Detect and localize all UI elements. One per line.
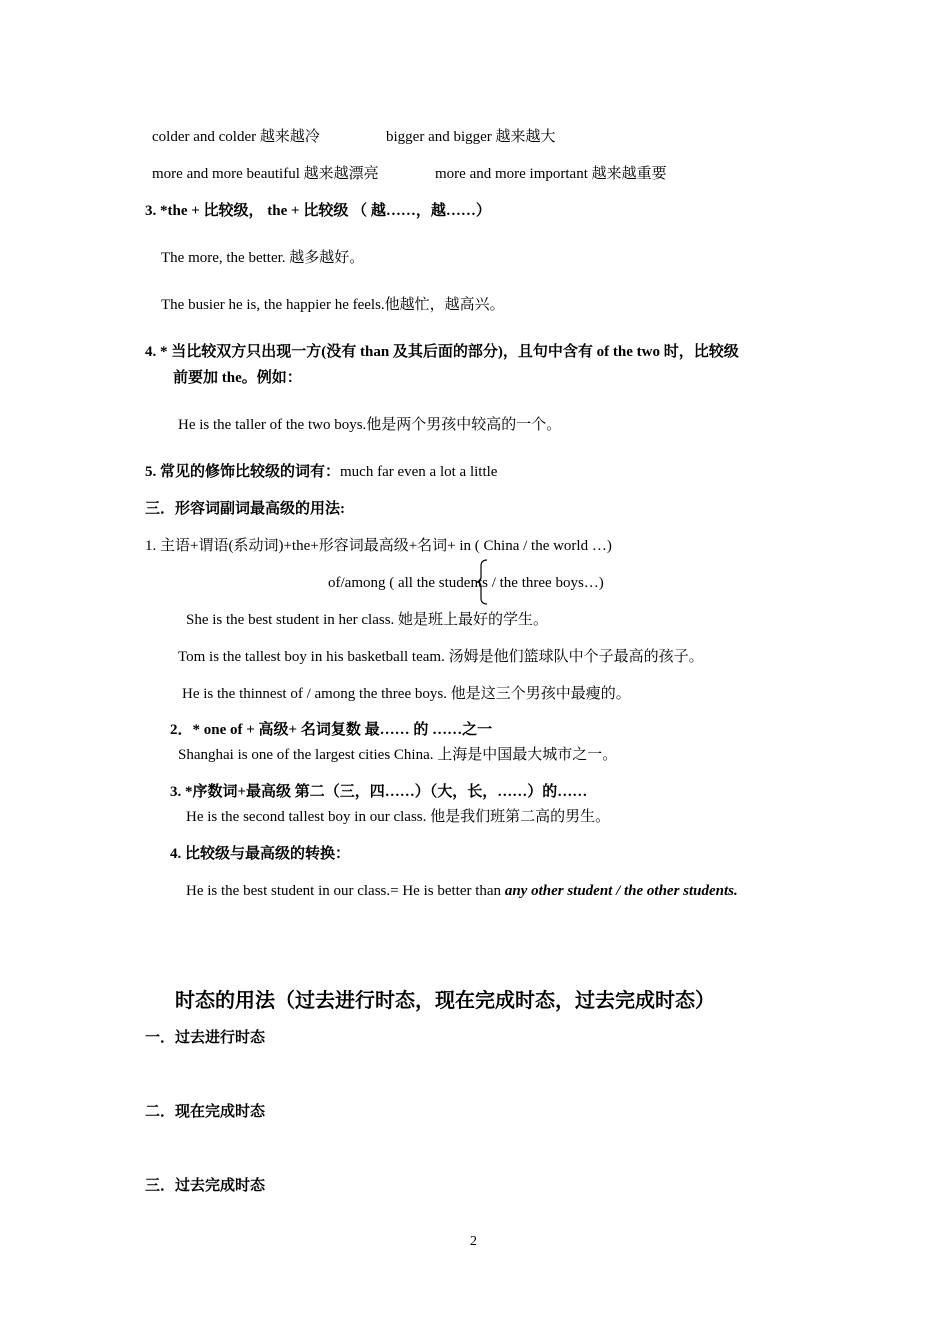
example-more-better: The more, the better. 越多越好。 bbox=[161, 250, 365, 266]
example-second-tallest: He is the second tallest boy in our class. 他是我们班第二高的男生。 bbox=[186, 809, 611, 825]
curly-brace-icon bbox=[474, 558, 490, 606]
rule-3-heading: 3. *the + 比较级， the + 比较级 （ 越……，越……） bbox=[145, 203, 491, 219]
example-thinnest: He is the thinnest of / among the three boys. 他是这三个男孩中最瘦的。 bbox=[182, 686, 631, 702]
superlative-rule-2: 2．* one of + 高级+ 名词复数 最…… 的 ……之一 bbox=[170, 722, 493, 738]
rule-4-heading-line1: 4. * 当比较双方只出现一方(没有 than 及其后面的部分)，且句中含有 of the two 时，比较级 bbox=[145, 344, 739, 360]
tense-usage-title: 时态的用法（过去进行时态，现在完成时态，过去完成时态） bbox=[175, 990, 715, 1012]
example-tallest-boy: Tom is the tallest boy in his basketball team. 汤姆是他们篮球队中个子最高的孩子。 bbox=[178, 649, 704, 665]
superlative-rule-3: 3. *序数词+最高级 第二（三，四……）（大，长，……）的…… bbox=[170, 784, 588, 800]
example-busier-happier: The busier he is, the happier he feels.他越忙，越高兴。 bbox=[161, 297, 505, 313]
section-3-heading: 三．形容词副词最高级的用法: bbox=[145, 501, 345, 517]
rule-5 bbox=[145, 462, 497, 482]
example-conversion-emphasis: any other student / the other students. bbox=[504, 883, 738, 899]
rule-5-words: much far even a lot a little bbox=[340, 464, 498, 480]
phrase-beautiful: more and more beautiful 越来越漂亮 bbox=[152, 166, 379, 182]
example-best-student: She is the best student in her class. 她是班上最好的学生。 bbox=[186, 612, 549, 628]
phrase-colder: colder and colder 越来越冷 bbox=[152, 129, 320, 145]
example-shanghai: Shanghai is one of the largest cities China. 上海是中国最大城市之一。 bbox=[178, 747, 618, 763]
page-number: 2 bbox=[470, 1234, 477, 1249]
tense-heading-past-perfect: 三．过去完成时态 bbox=[145, 1178, 266, 1194]
rule-5-label: 5. 常见的修饰比较级的词有： bbox=[145, 464, 341, 480]
tense-heading-past-progressive: 一．过去进行时态 bbox=[145, 1030, 266, 1046]
example-conversion bbox=[186, 881, 738, 901]
example-taller: He is the taller of the two boys.他是两个男孩中较高的一个。 bbox=[178, 417, 562, 433]
superlative-rule-1: 1. 主语+谓语(系动词)+the+形容词最高级+名词+ in ( China / the world …) bbox=[145, 538, 612, 554]
phrase-bigger: bigger and bigger 越来越大 bbox=[386, 129, 556, 145]
tense-heading-present-perfect: 二．现在完成时态 bbox=[145, 1104, 266, 1120]
superlative-rule-1-alt: of/among ( all the students / the three boys…) bbox=[328, 575, 604, 591]
rule-4-heading-line2: 前要加 the。例如： bbox=[173, 370, 302, 386]
example-conversion-text: He is the best student in our class.= He is better than bbox=[186, 883, 505, 899]
phrase-important: more and more important 越来越重要 bbox=[435, 166, 667, 182]
superlative-rule-4: 4. 比较级与最高级的转换： bbox=[170, 846, 351, 862]
